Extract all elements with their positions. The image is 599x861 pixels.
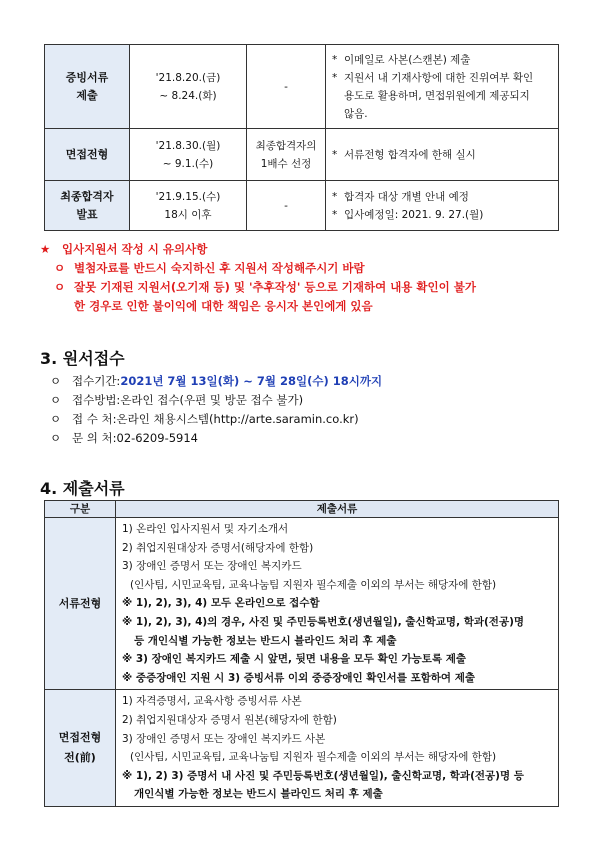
line-label: 접수기간: (72, 374, 121, 388)
section-title: 3. 원서접수 (40, 349, 125, 368)
circle-bullet-icon: ㅇ (50, 431, 62, 445)
date-text: ~ 8.24.(화) (159, 89, 217, 102)
stage-text: 발표 (76, 207, 98, 221)
note-text: 않음. (344, 107, 368, 120)
caution-item: 한 경우로 인한 불이익에 대한 책임은 응시자 본인에게 있음 (74, 299, 373, 313)
stage-cell (45, 181, 130, 231)
documents-table (44, 500, 559, 807)
note-text: 지원서 내 기재사항에 대한 진위여부 확인 (344, 71, 534, 84)
date-cell (130, 181, 247, 231)
circle-bullet-icon: ㅇ (50, 374, 62, 388)
caution-item: 별첨자료를 반드시 숙지하신 후 지원서 작성해주시기 바람 (74, 261, 365, 275)
date-text: '21.8.30.(월) (155, 139, 221, 152)
star-icon: ★ (40, 242, 51, 256)
note-bullet: * (332, 208, 338, 221)
line-label: 접수방법: (72, 393, 121, 407)
doc-line: 3) 장애인 증명서 또는 장애인 복지카드 사본 (122, 732, 326, 745)
stage-cell (45, 690, 116, 807)
table-row (45, 690, 559, 807)
caution-title: 입사지원서 작성 시 유의사항 (62, 242, 208, 256)
doc-note: 등 개인식별 가능한 정보는 반드시 블라인드 처리 후 제출 (134, 634, 397, 647)
caution-block (40, 240, 570, 316)
stage-text: 증빙서류 (65, 70, 109, 84)
notes-cell (326, 181, 559, 231)
target-cell (247, 129, 326, 181)
circle-bullet-icon: ㅇ (54, 261, 66, 275)
doc-line: 1) 자격증명서, 교육사항 증빙서류 사본 (122, 695, 302, 708)
target-cell (247, 45, 326, 129)
note-bullet: * (332, 190, 338, 203)
doc-line: (인사팀, 시민교육팀, 교육나눔팀 지원자 필수제출 이외의 부서는 해당자에 한함) (130, 751, 497, 764)
note-text: 서류전형 합격자에 한해 실시 (344, 148, 476, 161)
date-text: '21.8.20.(금) (155, 71, 221, 84)
note-bullet: * (332, 71, 338, 84)
doc-line: (인사팀, 시민교육팀, 교육나눔팀 지원자 필수제출 이외의 부서는 해당자에 한함) (130, 578, 497, 591)
stage-cell (45, 518, 116, 690)
stage-text: 서류전형 (58, 596, 102, 610)
doc-note: 개인식별 가능한 정보는 반드시 블라인드 처리 후 제출 (134, 788, 383, 801)
doc-line: 3) 장애인 증명서 또는 장애인 복지카드 (122, 560, 302, 573)
date-cell (130, 129, 247, 181)
column-header: 제출서류 (116, 501, 559, 518)
stage-text: 최종합격자 (60, 189, 114, 203)
doc-line: 2) 취업지원대상자 증명서(해당자에 한함) (122, 541, 314, 554)
stage-text: 면접전형 (65, 147, 109, 161)
note-text: 합격자 대상 개별 안내 예정 (344, 190, 469, 203)
note-bullet: * (332, 53, 338, 66)
target-text: 1배수 선정 (260, 157, 312, 170)
stage-cell (45, 45, 130, 129)
table-row (45, 518, 559, 690)
circle-bullet-icon: ㅇ (54, 280, 66, 294)
circle-bullet-icon: ㅇ (50, 412, 62, 426)
section3-list (50, 372, 570, 448)
doc-line: 1) 온라인 입사지원서 및 자기소개서 (122, 523, 289, 535)
target-cell (247, 181, 326, 231)
note-text: 용도로 활용하며, 면접위원에게 제공되지 (344, 89, 530, 102)
note-bullet: * (332, 148, 338, 161)
line-label: 접 수 처: (72, 412, 117, 426)
note-text: 이메일로 사본(스캔본) 제출 (344, 53, 471, 66)
stage-text: 제출 (76, 88, 98, 102)
schedule-row (45, 45, 559, 129)
target-text: - (284, 80, 288, 93)
method-value: 온라인 접수(우편 및 방문 접수 불가) (120, 393, 304, 407)
date-text: ~ 9.1.(수) (162, 157, 214, 170)
target-text: - (284, 199, 288, 212)
schedule-table (44, 44, 559, 231)
circle-bullet-icon: ㅇ (50, 393, 62, 407)
table-header-row (45, 501, 559, 518)
doc-line: 2) 취업지원대상자 증명서 원본(해당자에 한함) (122, 713, 337, 726)
doc-note: ※ 1), 2) 3) 증명서 내 사진 및 주민등록번호(생년월일), 출신학교명, 학과(전공)명 등 (122, 769, 524, 782)
date-text: '21.9.15.(수) (155, 190, 221, 203)
stage-text: 면접전형 (58, 731, 102, 745)
note-bullet (332, 87, 344, 105)
section-title: 4. 제출서류 (40, 479, 125, 498)
documents-cell (116, 690, 559, 807)
notes-cell (326, 45, 559, 129)
phone-value: 02-6209-5914 (116, 431, 198, 445)
documents-cell (116, 518, 559, 690)
caution-item: 잘못 기재된 지원서(오기재 등) 및 '추후작성' 등으로 기재하여 내용 확인이 불가 (74, 280, 476, 294)
doc-note: ※ 1), 2), 3), 4) 모두 온라인으로 접수함 (122, 597, 320, 610)
doc-note: ※ 중증장애인 지원 시 3) 증빙서류 이외 중증장애인 확인서를 포함하여 제출 (122, 671, 476, 684)
url-value: 온라인 채용시스템(http://arte.saramin.co.kr) (116, 412, 359, 426)
column-header: 구분 (45, 501, 116, 518)
date-text: 18시 이후 (164, 208, 212, 221)
note-bullet (332, 105, 344, 123)
schedule-row (45, 129, 559, 181)
doc-note: ※ 1), 2), 3), 4)의 경우, 사진 및 주민등록번호(생년월일), 출신학교명, 학과(전공)명 (122, 615, 525, 628)
doc-note: ※ 3) 장애인 복지카드 제출 시 앞면, 뒷면 내용을 모두 확인 가능토록 제출 (122, 653, 467, 666)
stage-cell (45, 129, 130, 181)
target-text: 최종합격자의 (255, 139, 317, 152)
date-cell (130, 45, 247, 129)
schedule-row (45, 181, 559, 231)
note-text: 입사예정일: 2021. 9. 27.(월) (344, 208, 484, 221)
line-label: 문 의 처: (72, 431, 117, 445)
notes-cell (326, 129, 559, 181)
period-value: 2021년 7월 13일(화) ~ 7월 28일(수) 18시까지 (120, 374, 383, 388)
stage-text: 전(前) (64, 751, 96, 765)
